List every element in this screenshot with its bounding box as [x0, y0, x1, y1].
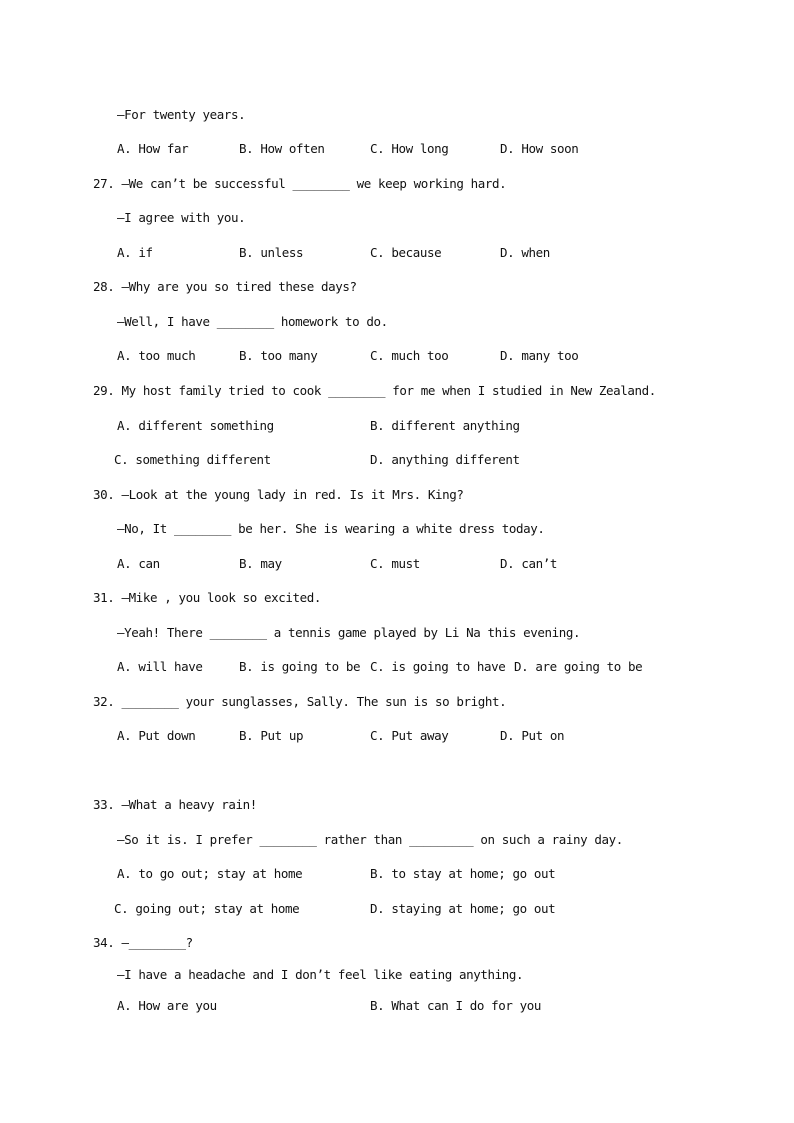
- option-c: C. Put away: [370, 728, 449, 743]
- option-d: D. anything different: [370, 452, 520, 467]
- option-c: C. something different: [114, 452, 271, 467]
- option-a: A. How far: [117, 141, 189, 156]
- option-b: B. to stay at home; go out: [370, 866, 556, 881]
- dialogue-line: —I agree with you.: [117, 210, 246, 225]
- dialogue-line: —Yeah! There ________ a tennis game played by Li Na this evening.: [117, 625, 581, 640]
- option-c: C. How long: [370, 141, 449, 156]
- option-b: B. unless: [239, 245, 304, 260]
- dialogue-line: —So it is. I prefer ________ rather than _________ on such a rainy day.: [117, 832, 623, 847]
- option-d: D. staying at home; go out: [370, 901, 556, 916]
- option-d: D. many too: [500, 348, 579, 363]
- option-a: A. How are you: [117, 998, 217, 1013]
- question-stem: 32. ________ your sunglasses, Sally. The sun is so bright.: [93, 694, 507, 709]
- option-d: D. can’t: [500, 556, 558, 571]
- question-stem: 29. My host family tried to cook ________ for me when I studied in New Zealand.: [93, 383, 656, 398]
- question-stem: 28. —Why are you so tired these days?: [93, 279, 357, 294]
- option-a: A. too much: [117, 348, 196, 363]
- option-c: C. because: [370, 245, 442, 260]
- question-stem: 33. —What a heavy rain!: [93, 797, 257, 812]
- question-stem: 27. —We can’t be successful ________ we keep working hard.: [93, 176, 507, 191]
- dialogue-line: —No, It ________ be her. She is wearing a white dress today.: [117, 521, 545, 536]
- dialogue-line: —Well, I have ________ homework to do.: [117, 314, 388, 329]
- option-d: D. when: [500, 245, 550, 260]
- option-a: A. will have: [117, 659, 203, 674]
- option-d: D. Put on: [500, 728, 565, 743]
- option-b: B. Put up: [239, 728, 304, 743]
- option-a: A. to go out; stay at home: [117, 866, 303, 881]
- question-stem: 34. —________?: [93, 935, 193, 950]
- option-b: B. too many: [239, 348, 318, 363]
- question-stem: 31. —Mike , you look so excited.: [93, 590, 322, 605]
- option-b: B. may: [239, 556, 282, 571]
- option-b: B. is going to be: [239, 659, 361, 674]
- option-d: D. How soon: [500, 141, 579, 156]
- option-c: C. going out; stay at home: [114, 901, 300, 916]
- question-stem: 30. —Look at the young lady in red. Is it Mrs. King?: [93, 487, 464, 502]
- option-d: D. are going to be: [514, 659, 643, 674]
- dialogue-line: —For twenty years.: [117, 107, 246, 122]
- option-c: C. must: [370, 556, 420, 571]
- dialogue-line: —I have a headache and I don’t feel like eating anything.: [117, 967, 524, 982]
- option-a: A. if: [117, 245, 153, 260]
- option-b: B. different anything: [370, 418, 520, 433]
- option-a: A. can: [117, 556, 160, 571]
- option-b: B. How often: [239, 141, 325, 156]
- option-c: C. is going to have: [370, 659, 506, 674]
- option-a: A. Put down: [117, 728, 196, 743]
- option-c: C. much too: [370, 348, 449, 363]
- option-a: A. different something: [117, 418, 274, 433]
- option-b: B. What can I do for you: [370, 998, 542, 1013]
